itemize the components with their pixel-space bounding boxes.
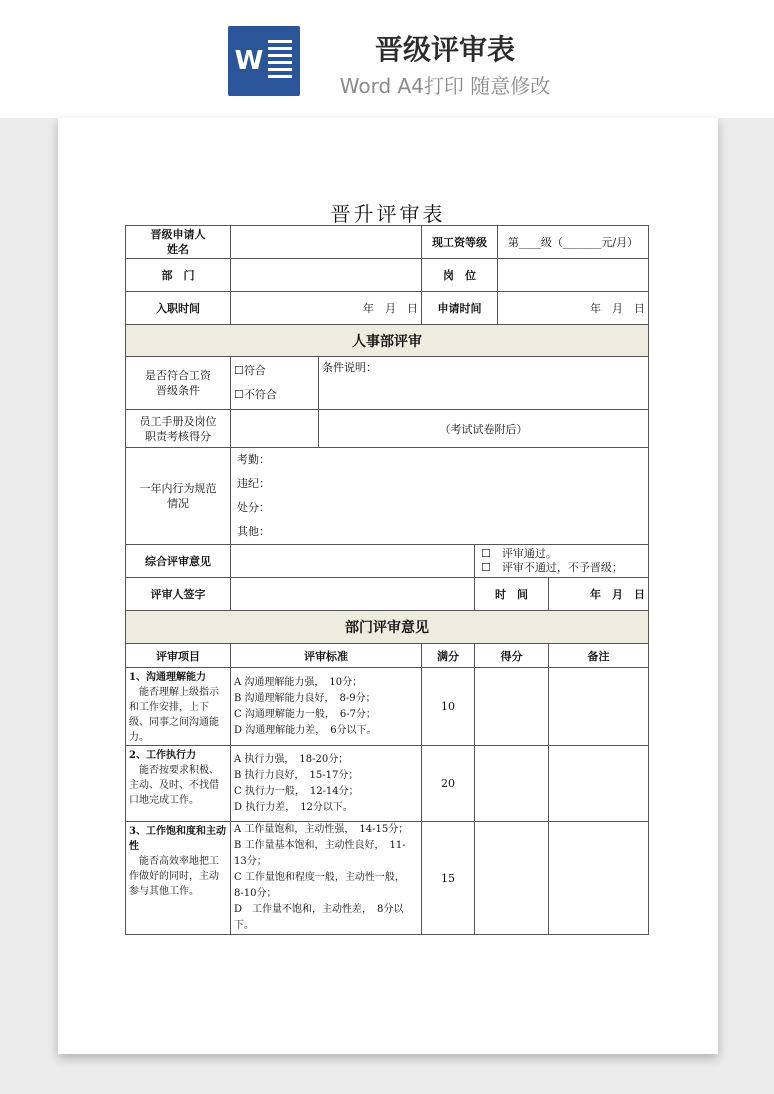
item-desc: 能否按要求积极、主动、及时、不找借口地完成工作。 <box>129 765 219 806</box>
remark-input[interactable] <box>549 822 649 935</box>
full-score: 20 <box>422 746 475 822</box>
item-cell <box>126 668 231 746</box>
time-label: 时 间 <box>475 578 549 611</box>
banner <box>0 0 774 118</box>
word-logo-icon <box>228 26 300 96</box>
criteria-cell <box>231 746 422 822</box>
department-field[interactable] <box>231 259 422 292</box>
criteria-line: B 沟通理解能力良好， 8-9分； <box>234 692 376 704</box>
hr-section-header: 人事部评审 <box>126 325 649 357</box>
apply-date-label: 申请时间 <box>422 292 498 325</box>
col-remark-header: 备注 <box>549 644 649 668</box>
criteria-line: D 工作量不饱和，主动性差， 8分以下。 <box>234 904 404 931</box>
eligible-label: 是否符合工资 晋级条件 <box>126 357 231 410</box>
current-grade-field[interactable]: 第____级（_______元/月） <box>498 226 649 259</box>
score-field[interactable] <box>231 410 319 448</box>
table-row <box>126 746 649 822</box>
hire-date-label: 入职时间 <box>126 292 231 325</box>
criteria-line: A 沟通理解能力强， 10分； <box>234 676 363 688</box>
col-full-header: 满分 <box>422 644 475 668</box>
criteria-line: B 工作量基本饱和，主动性良好， 11-13分； <box>234 840 406 867</box>
overall-pass-checkbox[interactable]: ☐ 评审通过。 <box>481 547 557 560</box>
item-desc: 能否理解上级指示和工作安排，上下级、同事之间沟通能力。 <box>129 687 219 743</box>
item-cell <box>126 746 231 822</box>
current-grade-label: 现工资等级 <box>422 226 498 259</box>
review-date-field[interactable]: 年 月 日 <box>549 578 649 611</box>
exam-note: （考试试卷附后） <box>319 410 649 448</box>
overall-opinion-label: 综合评审意见 <box>126 545 231 578</box>
item-title: 2、工作执行力 <box>129 750 196 761</box>
logo-letter: W <box>234 46 264 76</box>
eligible-options <box>231 357 319 410</box>
eligible-yes-checkbox[interactable]: ☐符合 <box>234 364 266 377</box>
overall-opinion-field[interactable] <box>231 545 475 578</box>
applicant-label: 晋级申请人 姓名 <box>126 226 231 259</box>
banner-subtitle: Word A4打印 随意修改 <box>339 74 551 98</box>
criteria-cell <box>231 668 422 746</box>
remark-input[interactable] <box>549 746 649 822</box>
score-input[interactable] <box>475 822 549 935</box>
item-desc: 能否高效率地把工作做好的同时，主动参与其他工作。 <box>129 856 219 897</box>
behavior-attendance: 考勤： <box>237 453 270 466</box>
table-row <box>126 668 649 746</box>
banner-title: 晋级评审表 <box>374 33 515 66</box>
form-title: 晋升评审表 <box>330 202 446 226</box>
item-title: 1、沟通理解能力 <box>129 672 206 683</box>
applicant-name-field[interactable] <box>231 226 422 259</box>
behavior-violation: 违纪： <box>237 477 270 490</box>
criteria-line: B 执行力良好， 15-17分； <box>234 769 359 781</box>
position-label: 岗 位 <box>422 259 498 292</box>
document-page <box>58 118 718 1054</box>
overall-options <box>475 545 649 578</box>
criteria-line: D 执行力差， 12分以下。 <box>234 801 353 813</box>
behavior-label: 一年内行为规范 情况 <box>126 448 231 545</box>
criteria-line: C 沟通理解能力一般， 6-7分； <box>234 708 376 720</box>
reviewer-label: 评审人签字 <box>126 578 231 611</box>
eligible-no-checkbox[interactable]: ☐不符合 <box>234 388 277 401</box>
behavior-penalty: 处分： <box>237 501 270 514</box>
behavior-other: 其他： <box>237 525 270 538</box>
condition-note-field[interactable]: 条件说明： <box>319 357 649 410</box>
behavior-field[interactable] <box>231 448 649 545</box>
reviewer-signature-field[interactable] <box>231 578 475 611</box>
score-label: 员工手册及岗位 职责考核得分 <box>126 410 231 448</box>
item-cell <box>126 822 231 935</box>
criteria-line: C 执行力一般， 12-14分； <box>234 785 359 797</box>
criteria-cell <box>231 822 422 935</box>
apply-date-field[interactable]: 年 月 日 <box>498 292 649 325</box>
department-label: 部 门 <box>126 259 231 292</box>
score-input[interactable] <box>475 746 549 822</box>
criteria-line: A 工作量饱和，主动性强， 14-15分； <box>234 824 409 835</box>
full-score: 10 <box>422 668 475 746</box>
table-row <box>126 822 649 935</box>
remark-input[interactable] <box>549 668 649 746</box>
logo-lines <box>268 40 292 82</box>
dept-section-header: 部门评审意见 <box>126 611 649 644</box>
review-form-table <box>125 225 649 935</box>
position-field[interactable] <box>498 259 649 292</box>
col-item-header: 评审项目 <box>126 644 231 668</box>
overall-fail-checkbox[interactable]: ☐ 评审不通过，不予晋级； <box>481 561 623 574</box>
item-title: 3、工作饱和度和主动性 <box>129 826 226 852</box>
criteria-line: C 工作量饱和程度一般，主动性一般， 8-10分； <box>234 872 410 899</box>
col-standard-header: 评审标准 <box>231 644 422 668</box>
col-score-header: 得分 <box>475 644 549 668</box>
hire-date-field[interactable]: 年 月 日 <box>231 292 422 325</box>
score-input[interactable] <box>475 668 549 746</box>
criteria-line: A 执行力强， 18-20分； <box>234 753 349 765</box>
full-score: 15 <box>422 822 475 935</box>
criteria-line: D 沟通理解能力差， 6分以下。 <box>234 724 377 736</box>
